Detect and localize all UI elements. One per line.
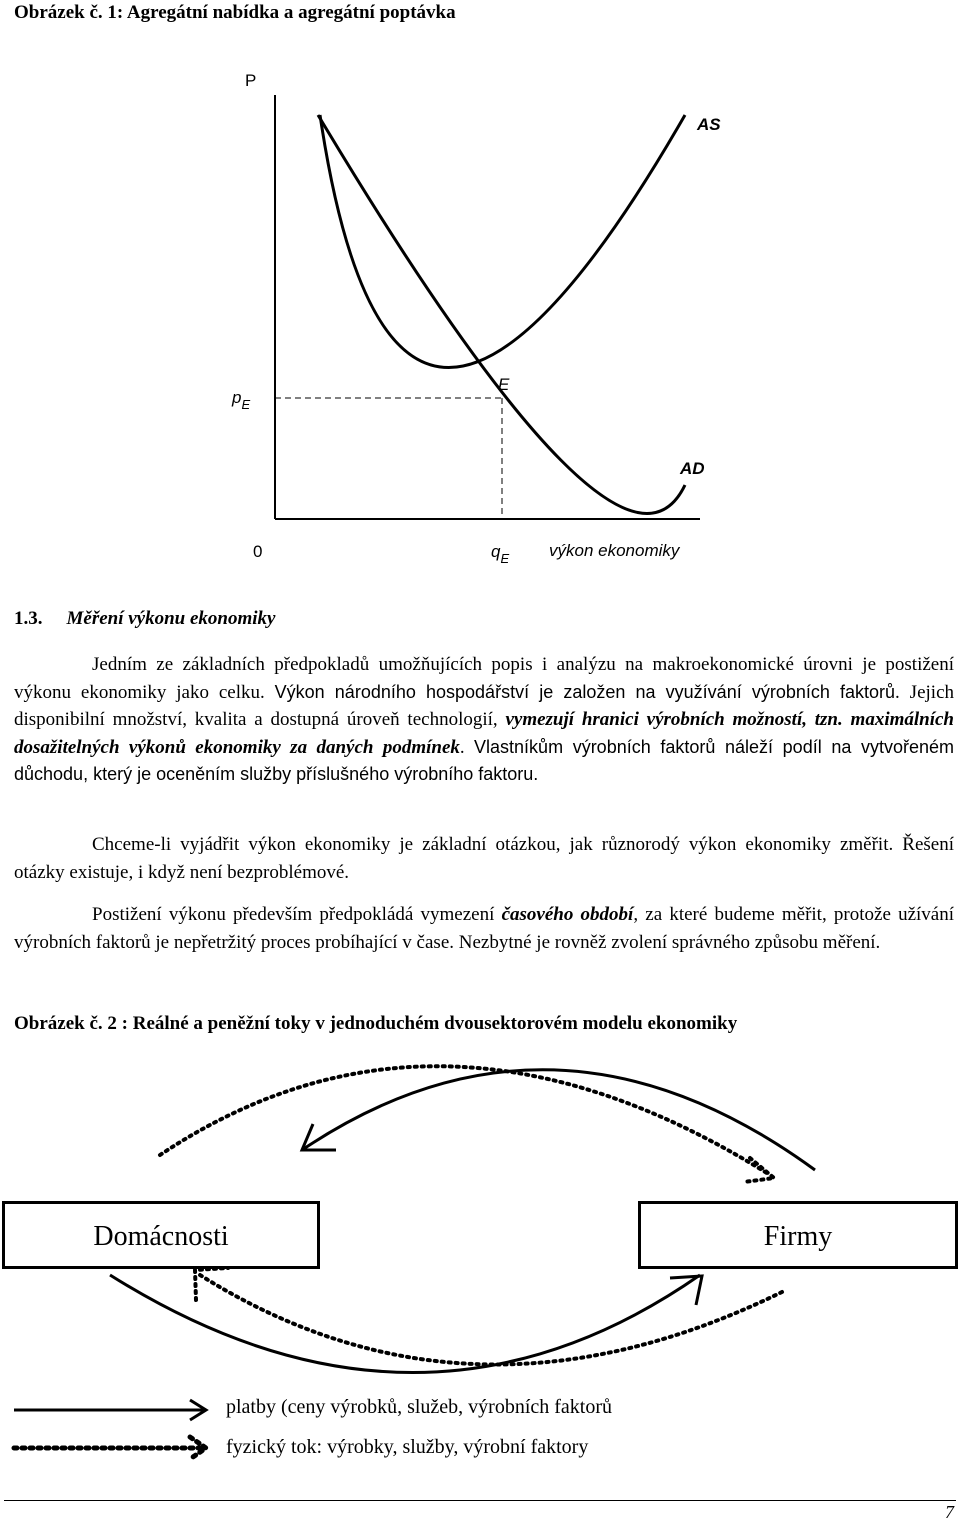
page-number: 7 [945, 1502, 954, 1522]
as-label: AS [697, 115, 721, 134]
section-heading [14, 608, 276, 630]
p1-emphasis: vymezují hranici výrobních možností, tzn. maximálních dosažitelných výkonů ekonomiky za daných podmínek [14, 709, 954, 758]
p3-emphasis: časového období [501, 904, 634, 925]
x-axis-label: výkon ekonomiky [549, 541, 680, 560]
p1-sentence-3: . Jejich disponibilní množství, kvalita a dostupná úroveň technologií, [14, 681, 954, 730]
quantity-label-qe: $q_E$ [491, 542, 510, 566]
paragraph-2 [14, 831, 954, 886]
payment-flow-bottom-arrow [110, 1275, 700, 1373]
equilibrium-label: E [498, 375, 510, 394]
firms-label: Firmy [763, 1221, 833, 1252]
legend-payments-label: platby (ceny výrobků, služeb, výrobních faktorů [226, 1396, 613, 1418]
physical-flow-bottom-arrow [200, 1275, 782, 1364]
section-title: Měření výkonu ekonomiky [66, 608, 276, 629]
p2-text: Chceme-li vyjádřit výkon ekonomiky je základní otázkou, jak různorodý výkon ekonomiky změřit. Řešení otázky existuje, i když není bezproblémové. [14, 834, 954, 883]
households-box [2, 1201, 320, 1269]
figure1-title: Obrázek č. 1: Agregátní nabídka a agregátní poptávka [14, 2, 456, 23]
p3-text-2: , za které budeme měřit, protože užívání výrobních faktorů je nepřetržitý proces probíhající v čase. Nezbytné je rovněž zvolení správného způsobu měření. [14, 904, 954, 953]
firms-box [638, 1201, 958, 1269]
price-label-pe: $p_E$ [232, 388, 251, 412]
paragraph-3 [14, 901, 954, 956]
section-number: 1.3. [14, 608, 43, 629]
p1-sentence-1: Jedním ze základních předpokladů umožňujících popis i analýzu na makroekonomické úrovni je postižení výkonu ekonomiky jako celku. [14, 654, 954, 703]
origin-label: 0 [253, 542, 263, 561]
paragraph-1 [14, 651, 954, 789]
p3-text-1: Postižení výkonu především předpokládá vymezení [92, 904, 502, 925]
figure2-title: Obrázek č. 2 : Reálné a peněžní toky v jednoduchém dvousektorovém modelu ekonomiky [14, 1013, 738, 1034]
p1-sentence-5: . [459, 736, 475, 758]
p1-sentence-2: Výkon národního hospodářství je založen na využívání výrobních faktorů [274, 681, 896, 702]
physical-flow-top-arrow [160, 1066, 770, 1175]
footer-divider [4, 1500, 956, 1501]
ad-label: AD [680, 459, 705, 478]
legend-physical-flow-label: fyzický tok: výrobky, služby, výrobní faktory [226, 1436, 589, 1458]
as-curve [320, 115, 685, 368]
as-ad-diagram [0, 40, 960, 575]
households-label: Domácnosti [93, 1221, 229, 1252]
p1-sentence-6: Vlastníkům výrobních faktorů náleží podíl na vytvořeném důchodu, který je oceněním služby příslušného výrobního faktoru. [14, 736, 955, 784]
legend-symbols [0, 1380, 220, 1470]
y-axis-label: P [245, 71, 257, 90]
